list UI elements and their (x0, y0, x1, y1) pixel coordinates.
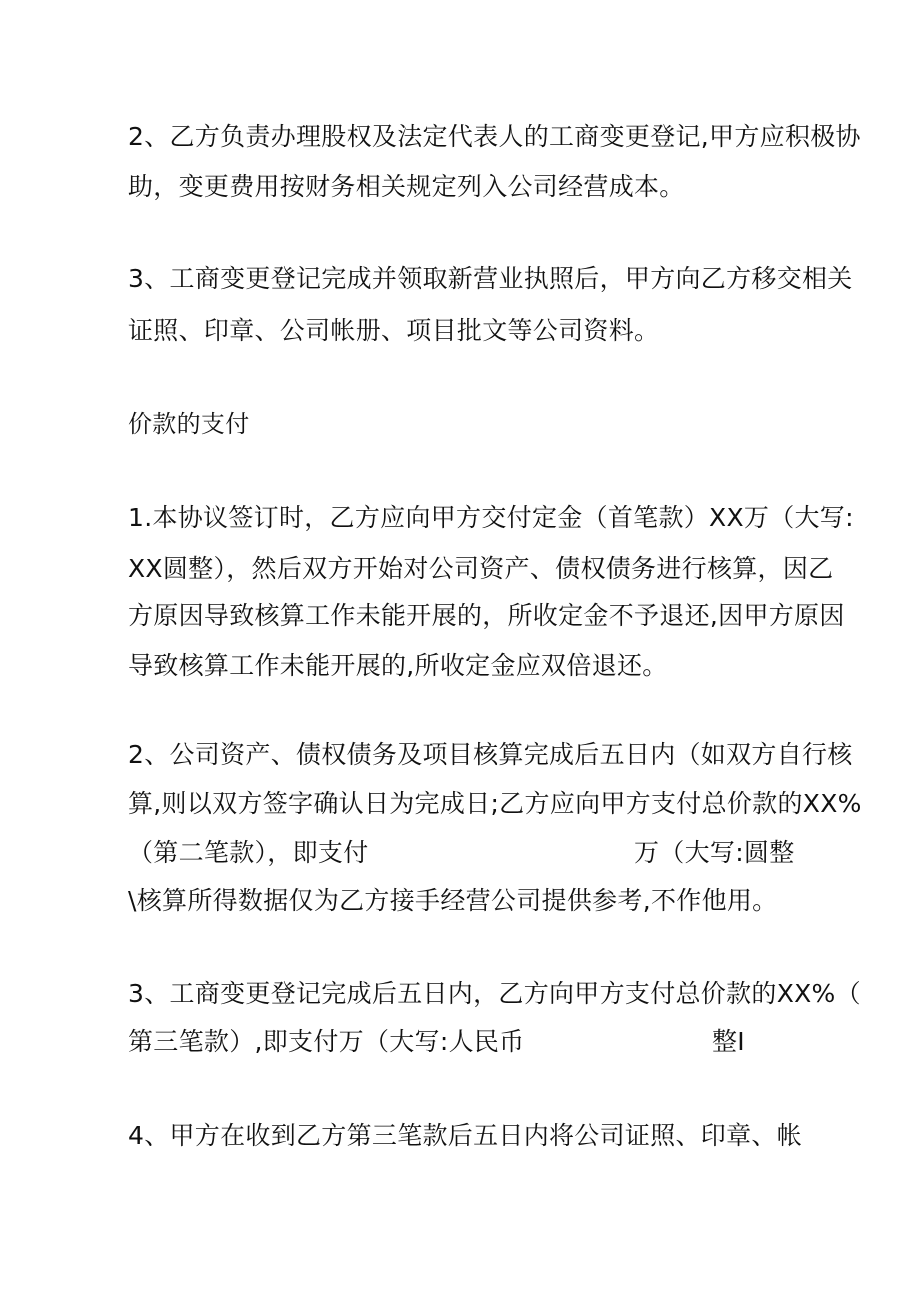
payment-1-line-2: XX圆整），然后双方开始对公司资产、债权债务进行核算，因乙 (128, 554, 834, 583)
payment-2-line-1: 2、公司资产、债权债务及项目核算完成后五日内（如双方自行核 (128, 740, 853, 769)
payment-4-line-1: 4、甲方在收到乙方第三笔款后五日内将公司证照、印章、帐 (128, 1121, 803, 1150)
payment-2-line-2: 算,则以双方签字确认日为完成日;乙方应向甲方支付总价款的XX% (128, 789, 862, 818)
clause-3-line-2: 证照、印章、公司帐册、项目批文等公司资料。 (128, 316, 660, 345)
payment-3-line-2a: 第三笔款）,即支付万（大写:人民币 (128, 1027, 525, 1056)
payment-1-line-4: 导致核算工作未能开展的,所收定金应双倍退还。 (128, 651, 668, 680)
payment-2-line-3b: 万（大写:圆整 (634, 838, 795, 867)
clause-2-line-2: 助，变更费用按财务相关规定列入公司经营成本。 (128, 172, 685, 201)
payment-3-line-1: 3、工商变更登记完成后五日内，乙方向甲方支付总价款的XX%（ (128, 979, 861, 1008)
payment-2-line-3a: （第二笔款），即支付 (128, 838, 369, 867)
clause-3-line-1: 3、工商变更登记完成并领取新营业执照后，甲方向乙方移交相关 (128, 264, 853, 293)
payment-2-line-4: \核算所得数据仅为乙方接手经营公司提供参考,不作他用。 (128, 886, 778, 915)
payment-1-line-1: 1.本协议签订时，乙方应向甲方交付定金（首笔款）XX万（大写: (128, 503, 854, 532)
payment-3-line-2b: 整I (712, 1027, 745, 1056)
payment-1-line-3: 方原因导致核算工作未能开展的，所收定金不予退还,因甲方原因 (128, 601, 845, 630)
section-heading: 价款的支付 (128, 410, 250, 438)
clause-2-line-1: 2、乙方负责办理股权及法定代表人的工商变更登记,甲方应积极协 (128, 122, 861, 151)
